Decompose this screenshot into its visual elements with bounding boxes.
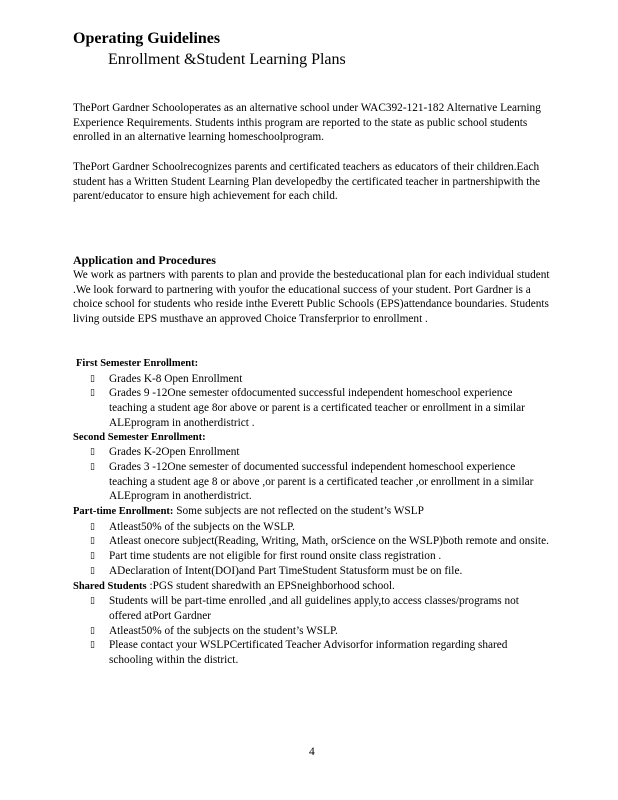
application-heading: Application and Procedures [73,253,216,267]
part-time-list [73,520,553,579]
bullet-icon: ▯ [90,447,95,458]
list-item: ▯ Atleast50% of the subjects on the WSLP. [90,520,295,533]
second-semester-list [73,445,553,504]
list-item: ▯ Part time students are not eligible for first round onsite class registration . [90,550,442,563]
shared-students-heading: Shared Students :PGS student sharedwith an EPSneighborhood school. [73,579,395,592]
page-title: Operating Guidelines [73,30,221,47]
list-item: ▯ Grades 9 -12One semester ofdocumented successful independent homeschool experience teaching a student age 8or above or parent is a certificated teacher or enrollment in a similar ALEprogram in anotherdistrict . [90,387,525,429]
list-item: ▯ Atleast onecore subject(Reading, Writing, Math, orScience on the WSLP)both remote and onsite. [90,535,549,548]
list-item: ▯ Students will be part-time enrolled ,and all guidelines apply,to access classes/programs not offered atPort Gardner [90,595,519,622]
list-item: ▯ Please contact your WSLPCertificated Teacher Advisorfor information regarding shared schooling within the district. [90,639,508,667]
bullet-icon: ▯ [90,536,95,547]
bullet-icon: ▯ [90,521,95,532]
bullet-icon: ▯ [90,625,95,636]
first-semester-list [73,372,553,431]
list-item: ▯ ADeclaration of Intent(DOI)and Part TimeStudent Statusform must be on file. [90,564,463,577]
shared-students-description: :PGS student sharedwith an EPSneighborhood school. [146,579,395,592]
enrollment-lists [73,357,553,668]
list-item: ▯ Grades K-2Open Enrollment [90,446,240,459]
second-semester-heading: Second Semester Enrollment: [73,431,206,443]
shared-students-list [73,594,553,668]
bullet-icon: ▯ [90,388,95,399]
list-item: ▯ Grades K-8 Open Enrollment [90,372,243,385]
bullet-icon: ▯ [90,551,95,562]
list-item: ▯ Atleast50% of the subjects on the student’s WSLP. [90,624,338,637]
bullet-icon: ▯ [90,461,95,472]
part-time-heading: Part-time Enrollment: Some subjects are not reflected on the student’s WSLP [73,505,424,518]
first-semester-heading: First Semester Enrollment: [76,358,199,369]
intro-paragraph-1: ThePort Gardner Schooloperates as an alternative school under WAC392-121-182 Alternative Learning Experience Requirements. Students inthis program are reported to the state as public school students enrolled in an alternative learning homeschoolprogram. [73,102,541,143]
bullet-icon: ▯ [90,373,95,384]
application-paragraph: We work as partners with parents to plan and provide the besteducational plan for each individual student .We look forward to partnering with youfor the educational success of your student. Port Gardner is a choice school for students who reside inthe Everett Public Schools (EPS)attendance boundaries. Students living outside EPS musthave an approved Choice Transferprior to enrollment . [73,269,550,325]
part-time-description: Some subjects are not reflected on the student’s WSLP [173,505,424,518]
page-subtitle: Enrollment &Student Learning Plans [108,51,346,68]
intro-paragraph-2: ThePort Gardner Schoolrecognizes parents and certificated teachers as educators of their children.Each student has a Written Student Learning Plan developedby the certificated teacher in partnershipwith the parent/educator to ensure high achievement for each child. [73,161,541,202]
page-number: 4 [309,746,315,758]
bullet-icon: ▯ [90,596,95,607]
bullet-icon: ▯ [90,640,95,651]
list-item: ▯ Grades 3 -12One semester of documented successful independent homeschool experience teaching a student age 8 or above ,or parent is a certificated teacher ,or enrollment in a similar ALEprogram in anotherdistrict. [90,460,534,503]
bullet-icon: ▯ [90,565,95,576]
